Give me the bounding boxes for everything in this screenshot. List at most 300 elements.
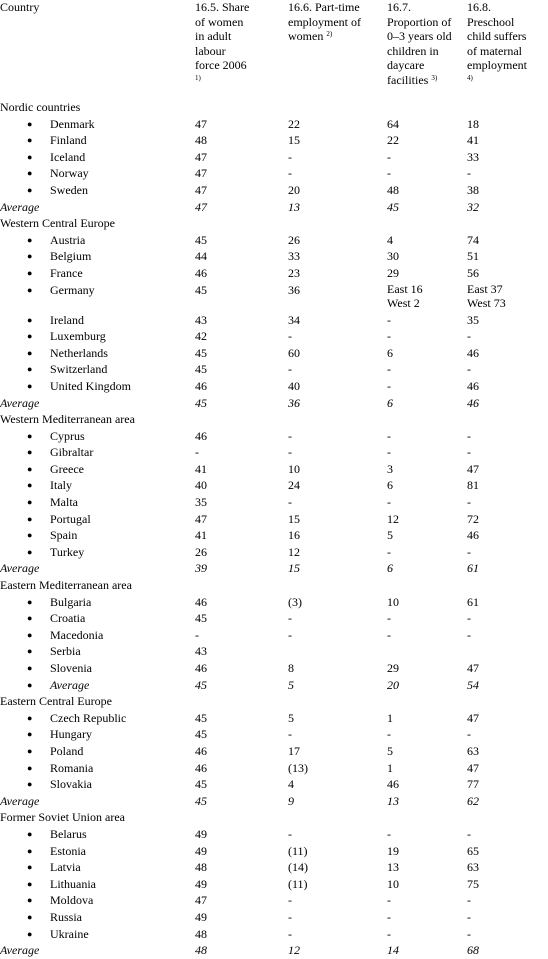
cell-part-time: - — [288, 166, 292, 181]
cell-daycare: 6 — [387, 478, 393, 493]
bullet-icon: ● — [27, 118, 33, 129]
country-name: Latvia — [50, 860, 81, 875]
average-row — [0, 793, 548, 810]
group-header-row — [0, 809, 548, 826]
table-row — [0, 760, 548, 777]
cell-part-time: (11) — [288, 876, 308, 891]
cell-daycare: - — [387, 727, 391, 742]
cell-maternal-employment: 47 — [467, 760, 479, 775]
cell-daycare: 1 — [387, 710, 393, 725]
table-row — [0, 328, 548, 345]
bullet-icon: ● — [27, 546, 33, 557]
cell-daycare: 12 — [387, 511, 399, 526]
cell-part-time: 16 — [288, 528, 300, 543]
cell-part-time: - — [288, 627, 292, 642]
cell-daycare: 6 — [387, 561, 393, 576]
table-row — [0, 132, 548, 149]
bullet-icon: ● — [27, 596, 33, 607]
table-row — [0, 265, 548, 282]
cell-part-time: 13 — [288, 199, 300, 214]
header-women-labour-share: 16.5. Share of women in adult labour force 2006 $^{1)}$ — [195, 0, 250, 82]
cell-daycare: 29 — [387, 661, 399, 675]
table-row — [0, 494, 548, 511]
cell-women-labour-share: 46 — [195, 760, 207, 775]
table-row — [0, 876, 548, 893]
bullet-icon: ● — [27, 895, 33, 906]
country-name: Spain — [50, 528, 78, 543]
cell-maternal-employment: 54 — [467, 677, 479, 692]
bullet-icon: ● — [27, 613, 33, 624]
table-row — [0, 232, 548, 249]
cell-part-time: - — [288, 909, 292, 924]
bullet-icon: ● — [27, 331, 33, 342]
cell-maternal-employment: - — [467, 926, 471, 941]
group-name: Western Mediterranean area — [0, 412, 135, 427]
cell-daycare: 20 — [387, 677, 399, 692]
cell-maternal-employment: - — [467, 362, 471, 377]
cell-maternal-employment: - — [467, 445, 471, 460]
bullet-icon: ● — [27, 712, 33, 723]
bullet-icon: ● — [27, 380, 33, 391]
bullet-icon: ● — [27, 911, 33, 922]
cell-daycare: - — [387, 149, 391, 164]
table-row — [0, 776, 548, 793]
cell-part-time: 5 — [288, 710, 294, 725]
cell-maternal-employment: - — [467, 909, 471, 924]
cell-women-labour-share: 43 — [195, 312, 207, 327]
cell-maternal-employment: - — [467, 611, 471, 626]
cell-women-labour-share: 40 — [195, 478, 207, 493]
cell-daycare: 30 — [387, 249, 399, 264]
country-name: Poland — [50, 743, 84, 758]
bullet-icon: ● — [27, 347, 33, 358]
cell-women-labour-share: 35 — [195, 495, 207, 510]
cell-part-time: 15 — [288, 133, 300, 148]
country-name: Luxemburg — [50, 329, 106, 344]
cell-maternal-employment: 32 — [467, 199, 479, 214]
cell-women-labour-share: 47 — [195, 149, 207, 164]
cell-women-labour-share: 44 — [195, 249, 207, 264]
table-row — [0, 892, 548, 909]
cell-maternal-employment: 74 — [467, 232, 479, 247]
cell-part-time: 15 — [288, 511, 300, 526]
country-name: Hungary — [50, 727, 92, 742]
country-name: Finland — [50, 133, 87, 148]
cell-daycare: 22 — [387, 133, 399, 148]
cell-maternal-employment: 68 — [467, 943, 479, 958]
cell-daycare: 14 — [387, 943, 399, 958]
country-name: Norway — [50, 166, 89, 181]
cell-women-labour-share: 46 — [195, 378, 207, 393]
group-name: Nordic countries — [0, 100, 81, 114]
cell-daycare: 1 — [387, 760, 393, 775]
cell-daycare: East 16 West 2 — [387, 281, 423, 311]
cell-daycare: - — [387, 329, 391, 344]
group-name: Western Central Europe — [0, 216, 115, 231]
bullet-icon: ● — [27, 168, 33, 179]
cell-daycare: 48 — [387, 182, 399, 197]
cell-part-time: - — [288, 445, 292, 460]
cell-women-labour-share: 26 — [195, 544, 207, 559]
bullet-icon: ● — [27, 284, 33, 295]
country-name: Russia — [50, 909, 83, 924]
cell-maternal-employment: - — [467, 727, 471, 742]
cell-women-labour-share: 48 — [195, 943, 207, 958]
cell-part-time: 10 — [288, 461, 300, 476]
cell-part-time: 8 — [288, 661, 294, 675]
cell-part-time: 4 — [288, 777, 294, 792]
cell-daycare: 5 — [387, 528, 393, 543]
cell-women-labour-share: 46 — [195, 428, 207, 443]
country-name: France — [50, 265, 83, 280]
bullet-icon: ● — [27, 135, 33, 146]
country-name: Slovakia — [50, 777, 92, 792]
table-row — [0, 477, 548, 494]
bullet-icon: ● — [27, 663, 33, 673]
cell-daycare: 6 — [387, 345, 393, 360]
table-row — [0, 909, 548, 926]
cell-women-labour-share: 46 — [195, 743, 207, 758]
cell-daycare: - — [387, 926, 391, 941]
cell-women-labour-share: 49 — [195, 909, 207, 924]
cell-women-labour-share: 47 — [195, 182, 207, 197]
cell-part-time: 17 — [288, 743, 300, 758]
table-row — [0, 643, 548, 660]
cell-daycare: - — [387, 378, 391, 393]
cell-part-time: - — [288, 329, 292, 344]
country-name: Turkey — [50, 544, 85, 559]
cell-part-time: 24 — [288, 478, 300, 493]
table-row — [0, 312, 548, 329]
cell-part-time: 60 — [288, 345, 300, 360]
cell-maternal-employment: 46 — [467, 395, 479, 410]
table-row — [0, 461, 548, 478]
cell-women-labour-share: 43 — [195, 644, 207, 659]
bullet-icon: ● — [27, 878, 33, 889]
bullet-icon: ● — [27, 480, 33, 491]
bullet-icon: ● — [27, 184, 33, 195]
cell-women-labour-share: 45 — [195, 710, 207, 725]
bullet-icon: ● — [27, 729, 33, 740]
cell-daycare: - — [387, 909, 391, 924]
cell-maternal-employment: 18 — [467, 116, 479, 131]
cell-daycare: 19 — [387, 843, 399, 858]
cell-daycare: 6 — [387, 395, 393, 410]
cell-women-labour-share: 47 — [195, 199, 207, 214]
table-row — [0, 710, 548, 727]
cell-women-labour-share: 45 — [195, 793, 207, 808]
cell-part-time: 36 — [288, 395, 300, 410]
cell-part-time: - — [288, 826, 292, 841]
country-name: Greece — [50, 461, 84, 476]
country-name: Lithuania — [50, 876, 96, 891]
cell-maternal-employment: - — [467, 329, 471, 344]
country-name: Moldova — [50, 893, 94, 908]
table-row — [0, 378, 548, 395]
cell-daycare: 45 — [387, 199, 399, 214]
country-name: Macedonia — [50, 627, 104, 642]
cell-part-time: 5 — [288, 677, 294, 692]
bullet-icon: ● — [27, 845, 33, 856]
cell-maternal-employment: - — [467, 166, 471, 181]
cell-women-labour-share: 45 — [195, 677, 207, 692]
average-label: Average — [0, 943, 40, 958]
cell-women-labour-share: - — [195, 627, 199, 642]
country-name: Ireland — [50, 312, 84, 327]
bullet-icon: ● — [27, 928, 33, 939]
cell-women-labour-share: - — [195, 445, 199, 460]
cell-women-labour-share: 45 — [195, 395, 207, 410]
cell-women-labour-share: 41 — [195, 528, 207, 543]
cell-part-time: 40 — [288, 378, 300, 393]
cell-women-labour-share: 45 — [195, 727, 207, 742]
bullet-icon: ● — [27, 745, 33, 756]
bullet-icon: ● — [27, 251, 33, 262]
cell-maternal-employment: 41 — [467, 133, 479, 148]
cell-daycare: 13 — [387, 860, 399, 875]
cell-maternal-employment: - — [467, 627, 471, 642]
bullet-icon: ● — [27, 151, 33, 162]
table-row — [0, 594, 548, 611]
cell-daycare: 10 — [387, 594, 399, 609]
cell-daycare: - — [387, 826, 391, 841]
cell-women-labour-share: 41 — [195, 461, 207, 476]
cell-maternal-employment: - — [467, 428, 471, 443]
country-name: Belarus — [50, 826, 87, 841]
table-row — [0, 843, 548, 860]
cell-part-time: (14) — [288, 860, 308, 875]
cell-daycare: - — [387, 428, 391, 443]
bullet-icon: ● — [27, 364, 33, 375]
footnote-marker: 2) — [326, 30, 333, 39]
cell-part-time: (11) — [288, 843, 308, 858]
bullet-icon: ● — [27, 447, 33, 458]
cell-maternal-employment: 47 — [467, 461, 479, 476]
header-country: Country — [0, 0, 40, 14]
cell-maternal-employment: - — [467, 544, 471, 559]
cell-daycare: 5 — [387, 743, 393, 758]
cell-women-labour-share: 48 — [195, 133, 207, 148]
bullet-icon: ● — [27, 862, 33, 873]
cell-daycare: 10 — [387, 876, 399, 891]
cell-maternal-employment: 51 — [467, 249, 479, 264]
cell-maternal-employment: - — [467, 893, 471, 908]
country-name: Slovenia — [50, 661, 92, 675]
group-header-row — [0, 693, 548, 710]
table-row — [0, 116, 548, 133]
cell-part-time: 12 — [288, 943, 300, 958]
cell-part-time: - — [288, 428, 292, 443]
cell-women-labour-share: 42 — [195, 329, 207, 344]
cell-maternal-employment: - — [467, 826, 471, 841]
cell-daycare: 4 — [387, 232, 393, 247]
cell-maternal-employment: 46 — [467, 378, 479, 393]
cell-part-time: 20 — [288, 182, 300, 197]
cell-part-time: - — [288, 495, 292, 510]
bullet-icon: ● — [27, 530, 33, 541]
table-row — [0, 511, 548, 528]
cell-daycare: - — [387, 166, 391, 181]
cell-women-labour-share: 45 — [195, 345, 207, 360]
table-row — [0, 726, 548, 743]
average-row — [0, 677, 548, 694]
table-row — [0, 743, 548, 760]
average-row — [0, 199, 548, 216]
table-row — [0, 282, 548, 312]
footnote-marker: 4) — [467, 73, 473, 82]
table-row — [0, 660, 548, 677]
cell-daycare: - — [387, 893, 391, 908]
bullet-icon: ● — [27, 497, 33, 508]
country-name: Romania — [50, 760, 94, 775]
cell-part-time: 34 — [288, 312, 300, 327]
country-name: Gibraltar — [50, 445, 94, 460]
cell-part-time: - — [288, 611, 292, 626]
table-row — [0, 610, 548, 627]
cell-women-labour-share: 47 — [195, 166, 207, 181]
cell-women-labour-share: 45 — [195, 611, 207, 626]
average-label: Average — [50, 677, 90, 692]
cell-women-labour-share: 45 — [195, 777, 207, 792]
table-row — [0, 345, 548, 362]
bullet-icon: ● — [27, 762, 33, 773]
cell-part-time: (3) — [288, 594, 302, 609]
cell-women-labour-share: 46 — [195, 265, 207, 280]
country-name: Serbia — [50, 644, 81, 659]
cell-maternal-employment: 75 — [467, 876, 479, 891]
cell-part-time: - — [288, 149, 292, 164]
country-name: United Kingdom — [50, 378, 131, 393]
cell-part-time: (13) — [288, 760, 308, 775]
cell-daycare: - — [387, 312, 391, 327]
country-name: Cyprus — [50, 428, 85, 443]
cell-women-labour-share: 47 — [195, 511, 207, 526]
country-name: Bulgaria — [50, 594, 92, 609]
cell-women-labour-share: 49 — [195, 843, 207, 858]
country-name: Malta — [50, 495, 78, 510]
country-name: Iceland — [50, 149, 86, 164]
cell-maternal-employment: 47 — [467, 710, 479, 725]
average-label: Average — [0, 561, 40, 576]
group-header-row — [0, 99, 548, 116]
cell-part-time: 33 — [288, 249, 300, 264]
table-row — [0, 544, 548, 561]
group-name: Eastern Central Europe — [0, 694, 112, 709]
cell-daycare: 64 — [387, 116, 399, 131]
cell-maternal-employment: 47 — [467, 661, 479, 675]
average-row — [0, 560, 548, 577]
table-row — [0, 926, 548, 943]
cell-maternal-employment: 81 — [467, 478, 479, 493]
footnote-marker: 1) — [195, 73, 201, 82]
bullet-icon: ● — [27, 234, 33, 245]
cell-women-labour-share: 46 — [195, 594, 207, 609]
cell-women-labour-share: 49 — [195, 876, 207, 891]
cell-women-labour-share: 45 — [195, 282, 207, 297]
table-row — [0, 149, 548, 166]
cell-daycare: - — [387, 495, 391, 510]
cell-daycare: - — [387, 611, 391, 626]
cell-part-time: - — [288, 362, 292, 377]
country-name: Germany — [50, 282, 95, 297]
cell-maternal-employment: 46 — [467, 528, 479, 543]
table-row — [0, 248, 548, 265]
table-row — [0, 859, 548, 876]
bullet-icon: ● — [27, 679, 33, 690]
country-name: Ukraine — [50, 926, 89, 941]
country-name: Italy — [50, 478, 72, 493]
country-name: Belgium — [50, 249, 92, 264]
cell-daycare: 29 — [387, 265, 399, 280]
table-row — [0, 627, 548, 644]
table-row — [0, 444, 548, 461]
country-name: Netherlands — [50, 345, 108, 360]
bullet-icon: ● — [27, 463, 33, 474]
cell-maternal-employment: 46 — [467, 345, 479, 360]
table-row — [0, 826, 548, 843]
cell-women-labour-share: 48 — [195, 860, 207, 875]
cell-part-time: 15 — [288, 561, 300, 576]
country-name: Sweden — [50, 182, 88, 197]
bullet-icon: ● — [27, 779, 33, 790]
group-header-row — [0, 215, 548, 232]
bullet-icon: ● — [27, 267, 33, 278]
bullet-icon: ● — [27, 513, 33, 524]
cell-maternal-employment: 38 — [467, 182, 479, 197]
cell-part-time: 12 — [288, 544, 300, 559]
cell-women-labour-share: 45 — [195, 232, 207, 247]
footnote-marker: 3) — [431, 73, 438, 82]
cell-maternal-employment: 63 — [467, 860, 479, 875]
cell-maternal-employment: 65 — [467, 843, 479, 858]
country-name: Denmark — [50, 116, 95, 131]
cell-maternal-employment: 72 — [467, 511, 479, 526]
cell-part-time: 9 — [288, 793, 294, 808]
cell-women-labour-share: 47 — [195, 893, 207, 908]
country-name: Croatia — [50, 611, 86, 626]
cell-daycare: - — [387, 362, 391, 377]
cell-part-time: 22 — [288, 116, 300, 131]
header-daycare-proportion: 16.7. Proportion of 0–3 years old children in daycare facilities $^{3)}$ — [387, 0, 452, 87]
header-part-time-employment: 16.6. Part-time employment of women $^{2)}$ — [288, 0, 361, 44]
cell-part-time: - — [288, 727, 292, 742]
table-row — [0, 428, 548, 445]
cell-daycare: - — [387, 445, 391, 460]
average-label: Average — [0, 395, 40, 410]
cell-women-labour-share: 48 — [195, 926, 207, 941]
table-row — [0, 182, 548, 199]
cell-daycare: 13 — [387, 793, 399, 808]
country-name: Portugal — [50, 511, 91, 526]
average-label: Average — [0, 199, 40, 214]
cell-daycare: 3 — [387, 461, 393, 476]
country-name: Czech Republic — [50, 710, 127, 725]
cell-daycare: 46 — [387, 777, 399, 792]
cell-maternal-employment: East 37 West 73 — [467, 281, 506, 311]
cell-maternal-employment: 35 — [467, 312, 479, 327]
country-name: Switzerland — [50, 362, 108, 377]
cell-part-time: 23 — [288, 265, 300, 280]
cell-women-labour-share: 39 — [195, 561, 207, 576]
cell-daycare: - — [387, 627, 391, 642]
cell-maternal-employment: 77 — [467, 777, 479, 792]
bullet-icon: ● — [27, 828, 33, 839]
bullet-icon: ● — [27, 629, 33, 640]
bullet-icon: ● — [27, 314, 33, 325]
cell-part-time: 36 — [288, 282, 300, 297]
country-name: Estonia — [50, 843, 86, 858]
group-header-row — [0, 577, 548, 594]
